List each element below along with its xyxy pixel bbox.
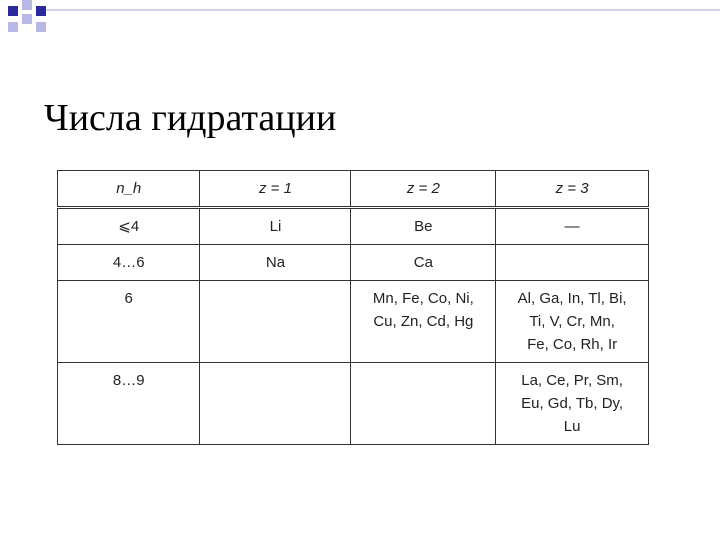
- cell-z2: [351, 281, 496, 363]
- cell-nh: [58, 245, 200, 281]
- cell-z2: [351, 363, 496, 445]
- header-z1: z = 1: [200, 171, 351, 208]
- cell-nh: [58, 208, 200, 245]
- cell-z3: [496, 363, 649, 445]
- cell-text: —: [564, 218, 580, 235]
- cell-z2: [351, 208, 496, 245]
- cell-text: 8…9: [112, 372, 145, 389]
- table-row: [58, 208, 649, 245]
- cell-text: Mn, Fe, Co, Ni,: [372, 290, 474, 307]
- hydration-table: [57, 170, 649, 445]
- cell-text: ⩽4: [118, 218, 140, 235]
- table-row: [58, 281, 649, 363]
- cell-text: 4…6: [112, 254, 145, 271]
- cell-z3: [496, 245, 649, 281]
- cell-z2: [351, 245, 496, 281]
- cell-z3: [496, 281, 649, 363]
- header-z2: z = 2: [351, 171, 496, 208]
- cell-text: La, Ce, Pr, Sm,: [521, 372, 623, 389]
- table-header-row: [58, 171, 649, 208]
- cell-z1: [200, 281, 351, 363]
- deco-square-light: [22, 0, 32, 10]
- header-nh: n_h: [58, 171, 200, 208]
- deco-square-dark: [8, 6, 18, 16]
- deco-square-light: [22, 14, 32, 24]
- cell-nh: [58, 363, 200, 445]
- cell-z1: [200, 245, 351, 281]
- cell-text: Eu, Gd, Tb, Dy,: [521, 395, 624, 412]
- cell-text: Li: [269, 218, 282, 235]
- cell-z1: [200, 363, 351, 445]
- title-decoration: [0, 0, 720, 40]
- deco-square-light: [8, 22, 18, 32]
- cell-z3: [496, 208, 649, 245]
- table-body: [58, 208, 649, 445]
- header-z3: z = 3: [496, 171, 649, 208]
- table-row: [58, 363, 649, 445]
- deco-square-light: [36, 22, 46, 32]
- slide-title: Числа гидратации: [44, 97, 337, 139]
- cell-z1: [200, 208, 351, 245]
- cell-text: Ca: [413, 254, 433, 271]
- cell-text: Cu, Zn, Cd, Hg: [373, 313, 474, 330]
- deco-square-dark: [36, 6, 46, 16]
- cell-text: Al, Ga, In, Tl, Bi,: [517, 290, 627, 307]
- cell-text: Fe, Co, Rh, Ir: [527, 336, 618, 353]
- table-row: [58, 245, 649, 281]
- cell-text: Lu: [563, 418, 581, 435]
- cell-text: Ti, V, Cr, Mn,: [529, 313, 615, 330]
- cell-text: Na: [265, 254, 286, 271]
- cell-nh: [58, 281, 200, 363]
- cell-text: 6: [124, 290, 133, 307]
- cell-text: Be: [414, 218, 433, 235]
